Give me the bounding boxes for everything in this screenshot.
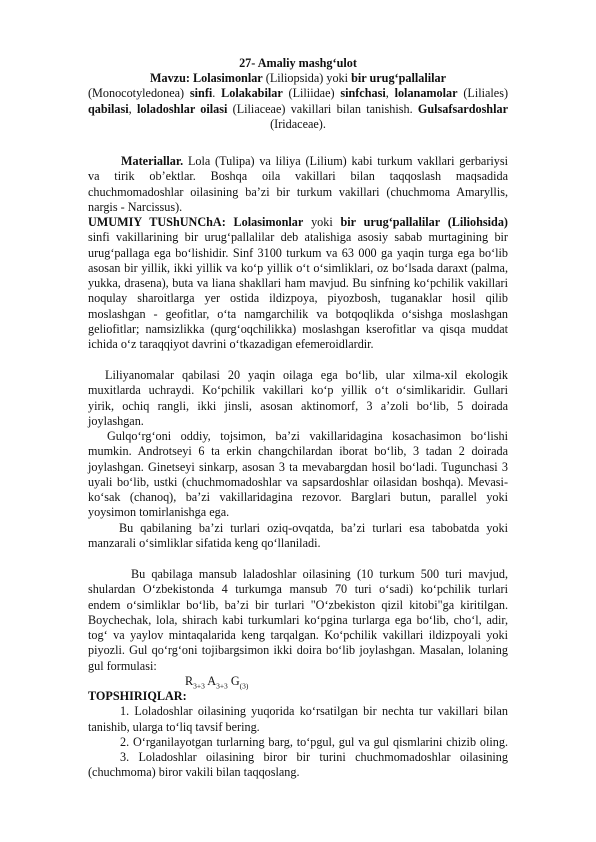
- perianth-line: mumkin. Androtseyi 6 ta erkin changchilardan iborat bo‘lib, 3 tadan 2 doirada: [88, 444, 508, 459]
- topic-block: [88, 71, 508, 132]
- topic-line-4: (Iridaceae).: [270, 116, 326, 131]
- general-paragraph: [88, 215, 508, 353]
- flower-formula: $R_{3+3}$ $A_{3+3}$ $G_{(3)}$: [185, 674, 249, 691]
- topic-line-3: qabilasi, loladoshlar oilasi (Liliaceae) vakillari bilan tanishish. Gulsafsardoshlar: [88, 101, 508, 116]
- order-line: Liliyanomalar qabilasi 20 yaqin oilaga ega bo‘lib, ular xilma-xil ekologik: [105, 368, 508, 382]
- task-item-1-cont: tanishib, ularga to‘liq tavsif bering.: [88, 719, 260, 734]
- task-item-3-cont: (chuchmoma) biror vakili bilan taqqoslang.: [88, 765, 300, 780]
- general-line: moslashgan - geofitlar, o‘ta namgarchilik va botqoqlikda o‘sishga moslashgan: [88, 306, 508, 321]
- perianth-line: uyali bo‘lib, ustki (chuchmomadoshlar va sapsardoshlar oilasidan boshqa). Mevasi-: [88, 474, 508, 489]
- perianth-line: Gulqo‘rg‘oni oddiy, tojsimon, ba’zi vakillaridagina kosachasimon bo‘lishi: [107, 429, 508, 443]
- perianth-line: joylashgan. Ginetseyi sinkarp, asosan 3 ta mevabargdan hosil bo‘ladi. Tugunchasi 3: [88, 459, 508, 474]
- title-block: [88, 56, 508, 71]
- general-line: yukka, drasena), buta va liana shakllari ham mavjud. Bu sinfning ko‘pchilik vakillari: [88, 276, 508, 291]
- materials-line: nargis - Narcissus).: [88, 199, 183, 214]
- family-line: tog‘ va yaylov mintaqalarida keng tarqalgan. Ko‘pchilik vakillari ildizpoyali yoki: [88, 628, 508, 643]
- page-title: 27- Amaliy mashg‘ulot: [239, 56, 357, 70]
- materials-line: chuchmomadoshlar oilasining ba’zi bir turkum vakillari (chuchmoma Amaryllis,: [88, 184, 508, 199]
- family-line: Bu qabilaga mansub laladoshlar oilasining (10 turkum 500 turi mavjud,: [131, 567, 508, 581]
- task-item-3: 3. Loladoshlar oilasining biror bir turini chuchmomadoshlar oilasining: [120, 750, 508, 765]
- general-line: geliofitlar; namsizlikka (qurg‘oqchilikka) moslashgan kserofitlar va qisqa muddat: [88, 322, 508, 337]
- tasks-section: [88, 689, 508, 781]
- tasks-heading: TOPSHIRIQLAR:: [88, 689, 187, 703]
- family-line: piyozli. Gul qo‘rg‘oni tojibargsimon ikki doira bo‘lib joylashgan. Masalan, lolaning: [88, 643, 508, 658]
- general-line: ichida o‘z taraqqiyot davrini o‘tkazadigan efemeroidlardir.: [88, 337, 374, 352]
- family-paragraph: [88, 567, 508, 674]
- family-line: endem o‘simliklar bo‘lib, ba’zi bir turlari "O‘zbekiston qizil kitobi"ga kiritilgan.: [88, 597, 508, 612]
- order-paragraph: [88, 368, 508, 429]
- usage-paragraph: [88, 521, 508, 552]
- general-line: sinfi vakillarining bir urug‘pallalilar deb atalishiga asosiy sabab murtagining bir: [88, 230, 508, 245]
- task-item-1: 1. Loladoshlar oilasining yuqorida ko‘rsatilgan bir nechta tur vakillari bilan: [120, 704, 508, 719]
- task-item-2: 2. O‘rganilayotgan turlarning barg, to‘pgul, gul va gul qismlarini chizib oling.: [120, 734, 508, 749]
- usage-line: Bu qabilaning ba’zi turlari oziq-ovqatda, ba’zi turlari esa tabobatda yoki: [119, 521, 508, 535]
- family-line: shulardan O‘zbekistonda 4 turkumga mansub 70 turi o‘sadi) ko‘pchilik turlari: [88, 582, 508, 597]
- general-heading-line: UMUMIY TUShUNChA: Lolasimonlar yoki bir urug‘pallalilar (Liliohsida): [88, 215, 508, 229]
- general-line: asosan bir yillik, ikki yillik va ko‘p yillik o‘t o‘simliklari, oz bo‘lsada daraxt (palma,: [88, 260, 508, 275]
- perianth-line: yoysimon tomirlanishga ega.: [88, 505, 230, 520]
- perianth-paragraph: [88, 429, 508, 521]
- topic-line-2: (Monocotyledonea) sinfi. Lolakabilar (Liliidae) sinfchasi, lolanamolar (Liliales): [88, 86, 509, 101]
- materials-line: va tirik ob’ektlar. Boshqa oila vakillari bilan taqqoslash maqsadida: [88, 169, 508, 184]
- usage-line: manzarali o‘simliklar sifatida keng qo‘llaniladi.: [88, 536, 321, 551]
- general-line: urug‘pallaga ega bo‘lishidir. Sinf 3100 turkum va 63 000 ga yaqin turga ega bo‘lib: [88, 245, 508, 260]
- order-line: joylashgan.: [88, 413, 144, 428]
- perianth-line: ko‘sak (chanoq), ba’zi vakillaridagina rezovor. Barglari butun, parallel yoki: [88, 490, 508, 505]
- topic-line-1: Mavzu: Lolasimonlar (Liliopsida) yoki bir urug‘pallalilar: [149, 71, 446, 85]
- general-line: noqulay sharoitlarga yer ostida ildizpoya, piyozbosh, tuganaklar hosil qilib: [88, 291, 508, 306]
- materials-paragraph: [88, 154, 508, 215]
- materials-line: Materiallar. Lola (Tulipa) va liliya (Lilium) kabi turkum vakllari gerbariysi: [121, 154, 508, 168]
- order-line: muxitlarda uchraydi. Ko‘pchilik vakillari ko‘p yillik o‘t o‘simlikaridir. Gullari: [88, 383, 508, 398]
- materials-label: Materiallar.: [121, 154, 184, 168]
- family-line: Boychechak, lola, shirach kabi turkumlari ko‘pgina turlarga ega bo‘lib, cho‘l, adir,: [88, 612, 508, 627]
- family-line: gul formulasi:: [88, 658, 157, 673]
- order-line: yirik, ochiq rangli, ikki jinsli, asosan aktinomorf, 3 a’zoli bo‘lib, 5 doirada: [88, 398, 508, 413]
